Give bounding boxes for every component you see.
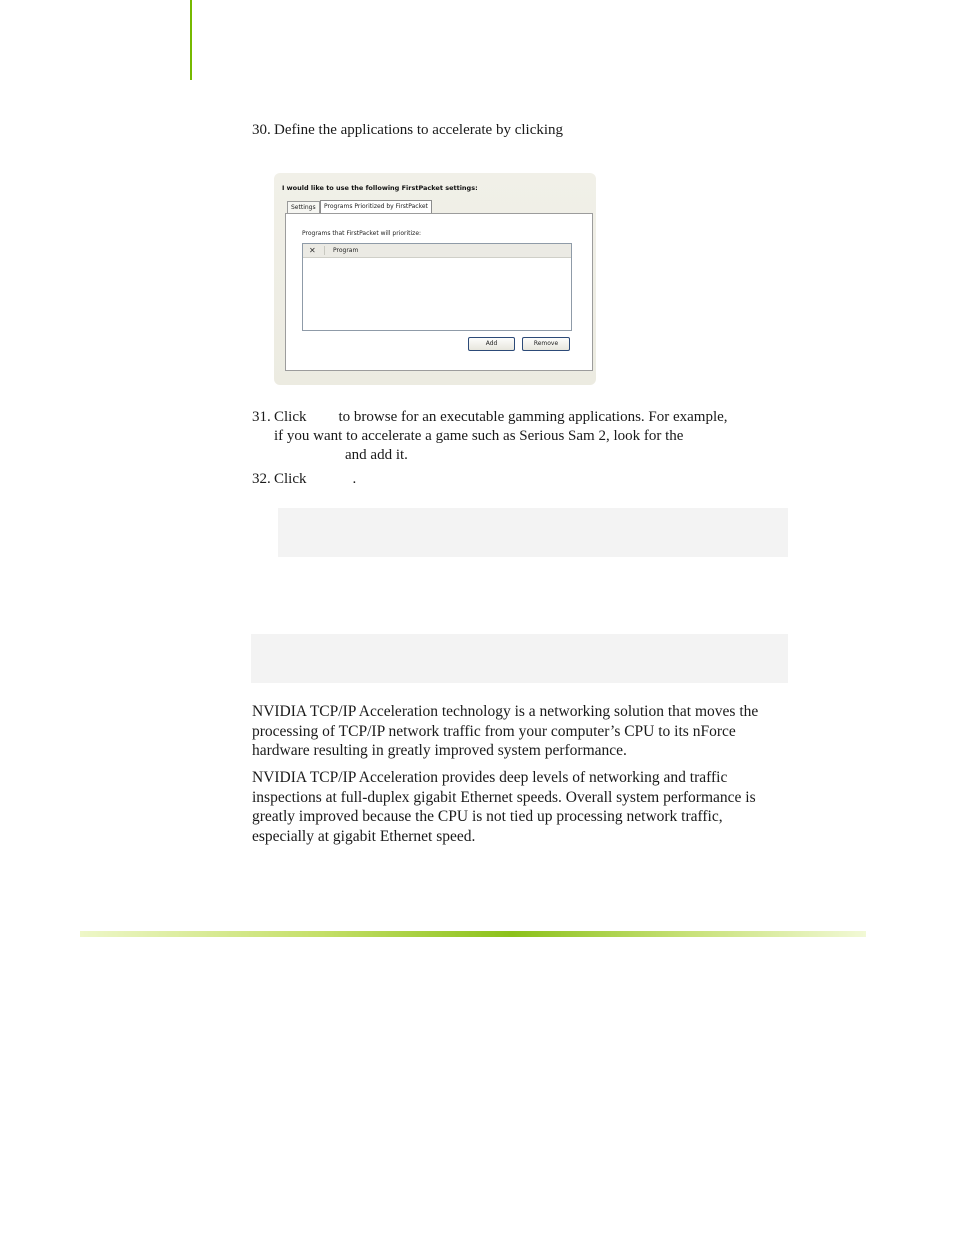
step-number: 30. [252,122,271,138]
program-column-header[interactable]: Program [333,247,359,254]
step-text-line2: if you want to accelerate a game such as Serious Sam 2, look for the [274,428,684,444]
step-text: . [352,471,357,487]
step-31 [252,408,782,465]
paragraph-intro: NVIDIA TCP/IP Acceleration technology is a networking solution that moves the processing of TCP/IP network traffic from your computer’s CPU to its nForce hardware resulting in greatly improved system performance. [252,703,759,759]
dialog-heading: I would like to use the following FirstPacket settings: [282,184,478,192]
tab-settings[interactable]: Settings [287,201,320,214]
list-header [303,244,571,258]
programs-listbox[interactable] [302,243,572,331]
note-box [278,508,788,557]
firstpacket-dialog-screenshot [274,173,596,385]
remove-button[interactable]: Remove [522,337,570,351]
step-text-click: Click [274,471,307,487]
tab-programs-prioritized[interactable]: Programs Prioritized by FirstPacket [320,200,432,214]
add-button[interactable]: Add [468,337,515,351]
section-heading-box [251,634,788,683]
left-accent-rule [190,0,192,80]
footer-gradient-bar [80,931,866,937]
step-32 [252,470,782,489]
step-text: Define the applications to accelerate by clicking [274,122,564,138]
step-number: 31. [252,409,271,425]
close-x-icon: ✕ [309,246,316,255]
step-30 [252,121,782,140]
step-text-click: Click [274,409,307,425]
paragraph-details: NVIDIA TCP/IP Acceleration provides deep levels of networking and traffic inspections at full-duplex gigabit Ethernet speeds. Overall system performance is greatly improved because the CPU is not tied up processing network traffic, especially at gigabit Ethernet speed. [252,769,756,845]
step-text: to browse for an executable gamming applications. For example, [338,409,728,425]
tab-panel [285,213,593,371]
step-number: 32. [252,471,271,487]
step-text-line3: and add it. [345,447,408,463]
header-divider [324,246,325,255]
programs-list-label: Programs that FirstPacket will prioritize: [302,230,422,237]
